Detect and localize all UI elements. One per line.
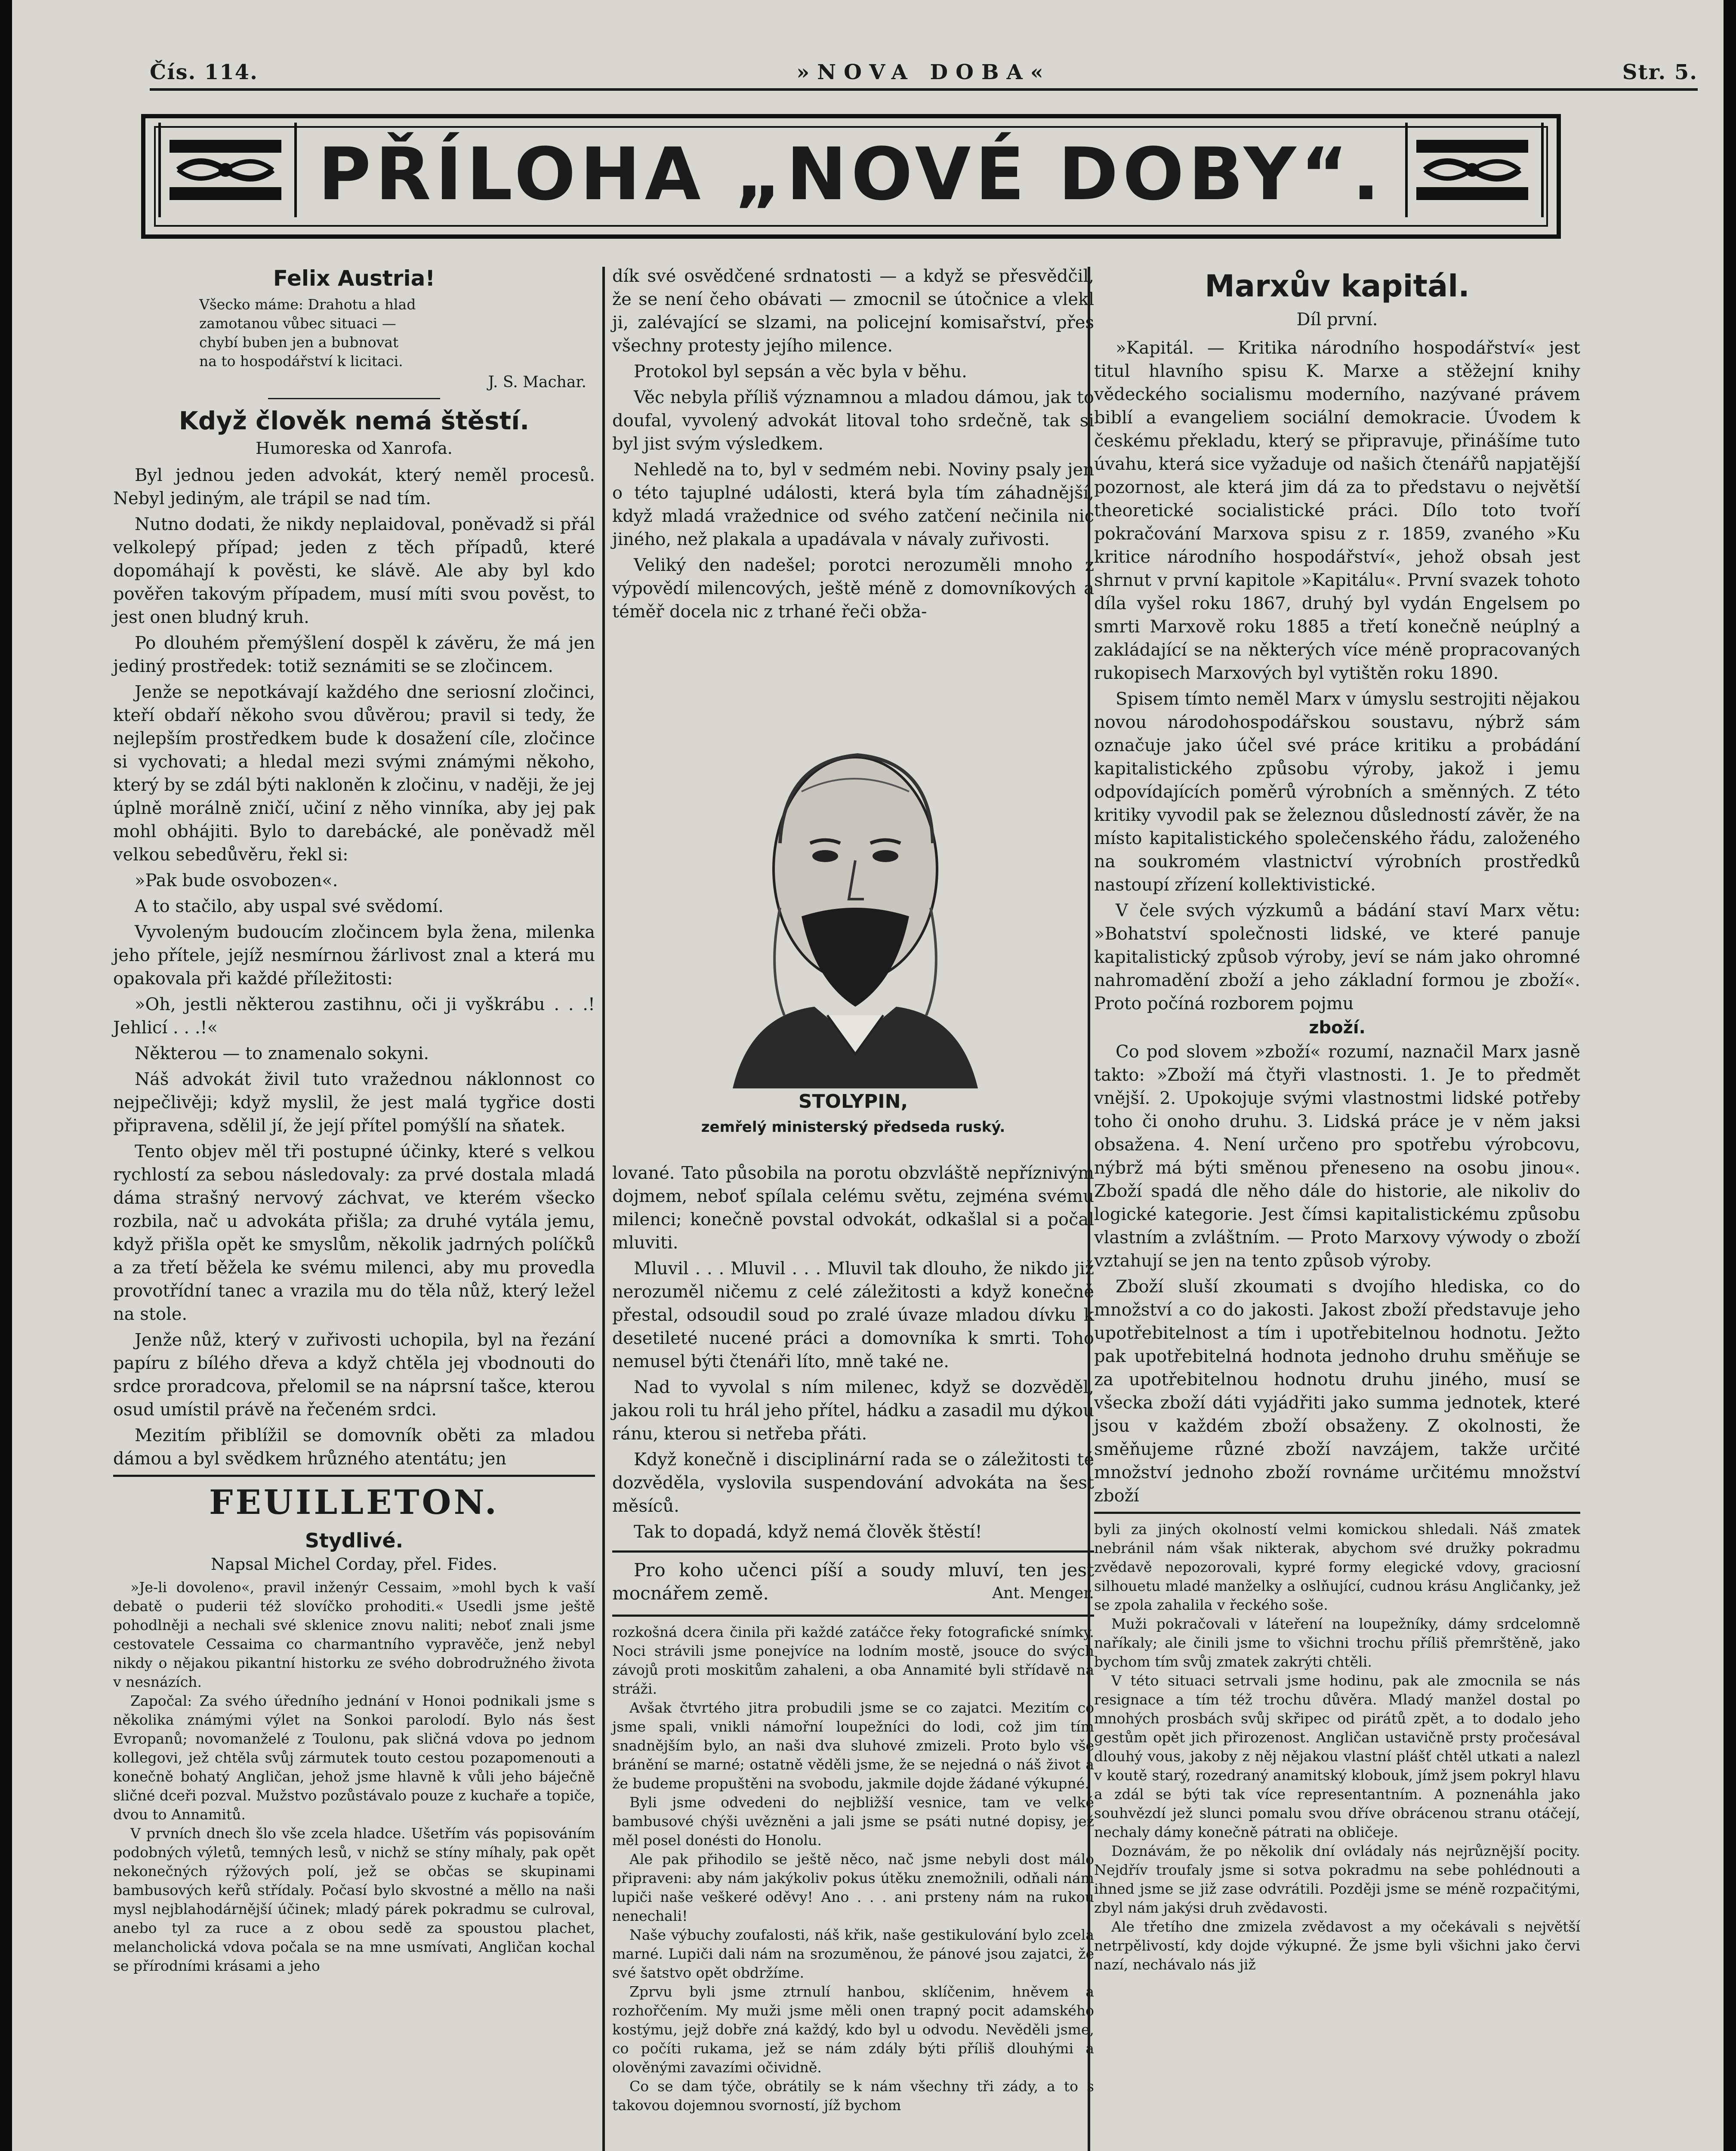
felix-poem: Všecko máme: Drahotu a hlad zamotanou vůbec situaci — chybí buben jen a bubnovat na to hospodářství k licitaci. — [199, 296, 416, 370]
portrait-caption-name: STOLYPIN, — [798, 1091, 908, 1112]
marx-text: »Kapitál. — Kritika národního hospodářství« jest titul hlavního spisu K. Marxe a stěžejní knihy vědeckého socialismu moderního, nazývané právem biblí a evangeliem sociální demokracie. Úvodem k českému překladu, který se připravuje, přinášíme tuto úvahu, která sice vyžaduje od našich čtenářů napjatější pozornost, ale která jim dá za to představu o největší theoretické socialistické práci. Dílo toto tvoří pokračování Marxova spisu z r. 1859, zvaného »Ku kritice národního hospodářství«, jehož obsah jest shrnut v první kapitole »Kapitálu«. První svazek tohoto díla vyšel roku 1867, druhý byl vydán Engelsem po smrti Marxově roku 1885 a třetí konečně neúplný a zakládající se na některých více méně propracovaných rukopisech Marxových byl vytištěn roku 1890. Spisem tímto neměl Marx v úmyslu sestrojiti nějakou novou národohospodářskou soustavu, nýbrž sám označuje jako účel své práce kritiku a probádání kapitalistického způsobu výroby, jakož i jemu odpovídajících poměrů výrobních a směnných. Z této kritiky vyvodil pak se železnou důsledností závěr, že na místo kapitalistického společenského řádu, založeného na soukromém vlastnictví výrobních prostředků nastoupí zřízení kollektivistické. V čele svých výzkumů a bádání staví Marx větu: »Bohatství společnosti lidské, ve které panuje kapitalistický způsob výroby, jeví se nám jako ohromné nahromadění zboží a jeho základní formou je zboží«. Proto počíná rozborem pojmu — [1094, 338, 1580, 1014]
header-rule — [150, 88, 1698, 91]
feuilleton-continuation: rozkošná dcera činila při každé zatáčce řeky fotografické snímky. Noci strávili jsme ponejvíce na lodním mostě, jsouce do svých závojů proti moskitům zahaleni, a oba Annamité byli střídavě na stráži. Avšak čtvrtého jitra probudili jsme se co zajatci. Mezitím co jsme spali, vnikli námořní loupežníci do lodi, což jim tím snadnějším bylo, an naši dva sluhové zmizeli. Proto bylo vše bránění se marné; ostatně věděli jsme, že se nejedná o náš život a že budeme propuštěni na svobodu, jakmile dojde žádané výkupné. Byli jsme odvedeni do nejbližší vesnice, tam ve velké bambusové chýši uvězněni a jali jsme se psáti nutné dopisy, jež měl posel donésti do Honolu. Ale pak přihodilo se ještě něco, nač jsme nebyli dost málo připraveni: aby nám jakýkoliv pokus útěku znemožnili, odňali nám lupiči naše veškeré oděvy! Ano . . . ani prsteny nám na rukou nenechali! Naše výbuchy zoufalosti, náš křik, naše gestikulování bylo zcela marné. Lupiči dali nám na srozuměnou, že pánové jsou zajatci, že své šatstvo opět obdržíme. Zprvu byli jsme ztrnulí hanbou, sklíčenim, hněvem a rozhořčením. My muži jsme měli onen trapný pocit adamského kostýmu, jejž dobře zná každý, kdo byl u odvodu. Nevěděli jsme, co počíti rukama, jež se nám zdály býti příliš dlouhými a olověnými zavazími očividně. Co se dam týče, obrátily se k nám všechny tři zády, a to s takovou dojemnou svorností, jíž bychom — [612, 1624, 1094, 2114]
story-title: Když člověk nemá štěstí. — [179, 406, 530, 435]
paper-name: »NOVA DOBA« — [796, 60, 1051, 84]
story-subtitle: Humoreska od Xanrofa. — [256, 439, 453, 458]
column-3 — [1094, 258, 1580, 1974]
quote-author: Ant. Menger. — [992, 1584, 1094, 1602]
stydlive-subtitle: Napsal Michel Corday, přel. Fides. — [210, 1555, 498, 1574]
ornament-left-icon — [158, 123, 297, 217]
feuilleton-text: »Je-li dovoleno«, pravil inženýr Cessaim, »mohl bych k vaší debatě o puderii též slovíčko prohoditi.« Usedli jsme ještě pohodlněji a nechali své sklenice znovu naliti; neboť znali jsme cestovatele Cessaima co charmantního vypravěče, jenž nebyl nikdy o nějakou pikantní historku ze svého dobrodružného života v nesnázích. Započal: Za svého úředního jednání v Honoi podnikali jsme s několika známými výlet na Sonkoi parolodí. Bylo nás šest Evropanů; novomanželé z Toulonu, pak sličná vdova po jednom kollegovi, jež chtěla svůj zármutek touto cestou pozapomenouti a konečně bohatý Angličan, jehož jsme hlavně k vůli jeho báječně sličné dceři pozval. Mužstvo pozůstávalo pouze z kuchaře a topiče, dvou to Annamitů. V prvních dnech šlo vše zcela hladce. Ušetřím vás popisováním podobných výletů, temných lesů, v nichž se stíny míhaly, pak opět nekonečných rýžových polí, jež se občas se skupinami bambusových keřů střídaly. Počasí bylo skvostné a měllo na naši mysl nejblahodárnější účinek; mladý párek pokradmu se culroval, anebo tyl za ruce a z obou sedě za spoustou plachet, melancholická vdova počala se na mne usmívati, Angličan kochal se přírodními krásami a jeho — [113, 1579, 595, 1974]
story-text: Byl jednou jeden advokát, který neměl procesů. Nebyl jediným, ale trápil se nad tím. Nutno dodati, že nikdy neplaidoval, poněvadž si přál velkolepý případ; jeden z těch případů, které dopomáhají k pověsti, ke slávě. Ale aby byl kdo pověřen takovým případem, musí míti svou pověst, to jest onen bludný kruh. Po dlouhém přemýšlení dospěl k závěru, že má jen jediný prostředek: totiž seznámiti se se zločincem. Jenže se nepotkávají každého dne seriosní zločinci, kteří obdaří někoho svou důvěrou; pravil si tedy, že nejlepším prostředkem bude k dosažení cíle, zločince si vychovati; a hledal mezi svými známými někoho, který by se zdál býti nakloněn k zločinu, v naději, že jej úplně morálně zničí, učiní z něho vinníka, aby jej pak mohl obhájiti. Bylo to darebácké, ale poněvadž měl velkou sebedůvěru, řekl si: »Pak bude osvobozen«. A to stačilo, aby uspal své svědomí. Vyvoleným budoucím zločincem byla žena, milenka jeho přítele, jejíž nesmírnou žárlivost znal a která mu opakovala při každé příležitosti: »Oh, jestli některou zastihnu, oči ji vyškrábu . . .! Jehlicí . . .!« Některou — to znamenalo sokyni. Náš advokát živil tuto vražednou náklonnost co nejpečlivěji; když myslil, že jest malá tygřice dosti připravena, sdělil jí, že její přítel pomýšlí na sňatek. Tento objev měl tři postupné účinky, které s velkou rychlostí za sebou následovaly: za prvé dostala mladá dáma strašný nervový záchvat, ve kterém všecko rozbila, nač u advokáta přišla; za druhé vytála jemu, když přišla opět ke smyslům, několik jadrných políčků a za třetí běžela ke svému milenci, aby mu provedla provotřídní tanec a vrazila mu do těla nůž, který ležel na stole. Jenže nůž, který v zuřivosti uchopila, byl na řezání papíru z bílého dřeva a když chtěla jej vbodnouti do srdce proradcova, přelomil se na náprsní tašce, kterou osud umístil právě na řečeném srdci. Mezitím přiblížil se domovník oběti za mladou dámou a byl svědkem hrůzného atentátu; jen — [113, 465, 595, 1469]
page-number: Str. 5. — [1622, 60, 1698, 84]
stolypin-portrait — [715, 714, 995, 1088]
column-2 — [612, 265, 1094, 626]
felix-author: J. S. Machar. — [488, 373, 586, 391]
story-ending: lované. Tato působila na porotu obzvláště nepříznivým dojmem, neboť spílala celému světu, zejména svému milenci; konečně povstal odvokát, odkašlal si a počal mluviti. Mluvil . . . Mluvil . . . Mluvil tak dlouho, že nikdo již nerozuměl ničemu z celé záležitosti a když konečně přestal, odsoudil soud po zralé úvaze mladou dívku k desetileté nucené práci a domovníka k smrti. Toho nemusel býti čtenáři líto, mně také ne. Nad to vyvolal s ním milenec, když se dozvěděl, jakou roli tu hrál jeho přítel, hádku a zasadil mu dýkou ránu, kterou si netřeba přáti. Když konečně i disciplinární rada se o záležitosti té dozvěděla, vyslovila suspendování advokáta na šest měsíců. Tak to dopadá, když nemá člověk štěstí! — [612, 1163, 1094, 1542]
portrait-caption-desc: zemřelý ministerský předseda ruský. — [701, 1119, 1005, 1136]
feuilleton-title: FEUILLETON. — [209, 1483, 499, 1522]
stydlive-title: Stydlivé. — [305, 1529, 404, 1552]
story-continuation: dík své osvědčené srdnatosti — a když se přesvědčil, že se není čeho obávati — zmocnil se útočnice a vlekl ji, zalévající se slzami, na policejní komisařství, přes všechny protesty jejího milence. Protokol byl sepsán a věc byla v běhu. Věc nebyla příliš významnou a mladou dámou, jak to doufal, vyvolený advokát litoval toho srdečně, tak si byl jist svým výsledkem. Nehledě na to, byl v sedmém nebi. Noviny psaly jen o této tajuplné události, která byla tím záhadnější, když mladá vražednice od svého zatčení nečinila nic jiného, než plakala a upadávala v návaly zuřivosti. Veliký den nadešel; porotci nerozuměli mnoho z výpovědí milencových, ještě méně z domovníkových a téměř docela nic z trhané řeči obža- — [612, 266, 1094, 622]
banner-title: PŘÍLOHA „NOVÉ DOBY“. — [318, 132, 1384, 216]
ornament-right-icon — [1405, 123, 1544, 217]
issue-number: Čís. 114. — [150, 60, 258, 84]
column-1 — [113, 258, 595, 1975]
felix-title: Felix Austria! — [273, 266, 435, 291]
zbozi-heading: zboží. — [1309, 1018, 1366, 1038]
newspaper-page — [12, 0, 1724, 2151]
column-2-lower — [612, 1162, 1094, 2115]
marx-text-2: Co pod slovem »zboží« rozumí, naznačil Marx jasně takto: »Zboží má čtyři vlastnosti. 1. Je to předmět vnější. 2. Upokojuje svými vlastnostmi lidské potřeby toho či onoho druhu. 3. Lidská práce je v něm jaksi obsažena. 4. Není určeno pro spotřebu výrobcovu, nýbrž má býti směnou přeneseno na osobu jinou«. Zboží spadá dle něho dále do historie, ale nikoliv do logické kategorie. Jest čímsi kapitalistickému způsobu vlastním a zvláštním. — Proto Marxovy výwody o zboží vztahují se jen na tento způsob výroby. Zboží sluší zkoumati s dvojího hlediska, co do množství a co do jakosti. Jakost zboží představuje jeho upotřebitelnost a tím i upotřebitelnou hodnotu. Ježto pak upotřebitelná hodnota jednoho druhu směňuje se za upotřebitelnou hodnotu druhu jiného, musí se všecka zboží dáti vyjádřiti jako summa jednotek, které jsou v každém zboží obsaženy. Z okolnosti, že směňujeme různé zboží navzájem, takže určité množství jednoho zboží rovnáme určitému množství zboží — [1094, 1042, 1580, 1506]
feuilleton-continuation-2: byli za jiných okolností velmi komickou shledali. Náš zmatek nebránil nám však nikterak, abychom své družky pokradmu zvědavě nepozorovali, kypré formy elegické vdovy, graciosní silhouetu mladé manželky a oslňující, cudnou krásu Angličanky, jež se zpola zahalila v řeckého soše. Muži pokračovali v láteření na loupežníky, dámy srdcelomně naříkaly; ale činili jsme to všichni trochu příliš přemrštěně, jako bychom tím svůj zmatek zakrýti chtěli. V této situaci setrvali jsme hodinu, pak ale zmocnila se nás resignace a tím též trochu důvěra. Mladý manžel dostal po mnohých prosbách svůj skřipec od pirátů zpět, a to dodalo jeho gestům opět jich přirozenost. Angličan ustavičně prsty pročesával dlouhý vous, jakoby z něj nějakou vlastní plášť chtěl utkati a nalezl v koutě starý, rozedraný anamitský klobouk, jímž jsem pokryl hlavu a zdál se býti tak více representantním. A poznenáhla jako souhvězdí jež slunci pomalu svou dříve obrácenou stranu otáčejí, nechaly dámy konečně pátrati na obličeje. Doznávám, že po několik dní ovládaly nás nejrůznější pocity. Nejdřív troufaly jsme si sotva pokradmu na sebe pohlédnouti a ihned jsme se již zase odvrátili. Později jsme se méně rozpačitými, zbyl nám jakýsi druh zvědavosti. Ale třetího dne zmizela zvědavost a my očekávali s největší netrpělivostí, kdy dojde výkupné. Že jsme byli všichni jako červi nazí, nechávalo nás již — [1094, 1521, 1580, 1973]
menger-quote: Pro koho učenci píší a soudy mluví, ten jest mocnářem země. Ant. Menger. — [612, 1559, 1094, 1605]
supplement-banner — [141, 114, 1561, 239]
column-rule — [602, 267, 605, 2151]
marx-title: Marxův kapitál. — [1205, 268, 1470, 304]
running-head — [150, 60, 1698, 90]
marx-subtitle: Díl první. — [1296, 310, 1378, 330]
